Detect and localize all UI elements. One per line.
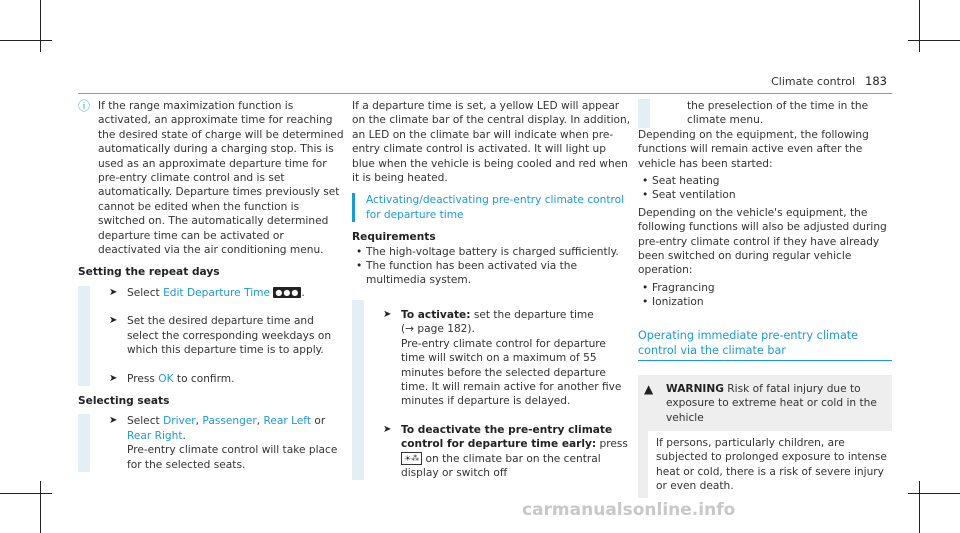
step-item: [96, 286, 348, 300]
step-text: Set the desired departure time and select the corresponding weekdays on which this departure time is to apply.: [127, 315, 332, 357]
menu-link-ok[interactable]: OK: [158, 372, 174, 385]
column-right: [638, 99, 892, 498]
crop-mark: [0, 493, 52, 494]
step-text: Press OK to confirm.: [127, 372, 235, 385]
page-reference[interactable]: (→ page 182).: [401, 323, 475, 336]
crop-mark: [908, 493, 960, 494]
crop-mark: [908, 40, 960, 41]
paragraph-equipment: Depending on the equipment, the following functions will remain active even after the vehicle has been started:: [638, 128, 869, 170]
list-item: • The high-voltage battery is charged sufficiently.: [352, 245, 632, 259]
crop-mark: [40, 0, 41, 52]
subheading-departure-time: Activating/deactivating pre-entry climate control for departure time: [352, 193, 632, 222]
step-item: [96, 414, 348, 472]
menu-link-passenger[interactable]: Passenger: [202, 415, 257, 428]
warning-triangle-icon: ▲: [644, 381, 654, 396]
crop-mark: [40, 481, 41, 533]
page-number: 183: [865, 74, 887, 88]
arrow-step-icon: ➤: [109, 286, 118, 298]
arrow-step-icon: ➤: [109, 415, 118, 427]
info-note: [78, 99, 348, 257]
requirements-title: Requirements: [352, 231, 436, 244]
menu-link-driver[interactable]: Driver: [163, 415, 196, 428]
crop-mark: [919, 0, 920, 52]
list-item: • Ionization: [638, 295, 892, 309]
heading-repeat-days: Setting the repeat days: [78, 266, 220, 279]
column-middle: [352, 99, 632, 480]
step-text: Select Driver, Passenger, Rear Left or Rear Right. Pre-entry climate control will take place for the selected seats.: [127, 415, 338, 471]
warning-body: If persons, particularly children, are subjected to prolonged exposure to intense heat or cold, there is a risk of severe injury or even death.: [638, 431, 892, 498]
info-icon: ⓘ: [78, 99, 91, 113]
step-item: [370, 423, 632, 481]
column-left: [78, 99, 348, 472]
steps-activate: [352, 300, 632, 480]
note-text: If the range maximization function is activated, an approximate time for reaching the desired state of charge will be determined automatically during a charging stop. This is used as an approximate departure time for pre-entry climate control and is set automatically. Departure times previously set cannot be edited when the function is switched on. The automatically determined departure time can be activated or deactivated via the air conditioning menu.: [98, 100, 344, 257]
list-item: • Fragrancing: [638, 281, 892, 295]
step-text: Select Edit Departure Time ●●● .: [127, 286, 305, 299]
step-item: [370, 308, 632, 409]
watermark: carmanualsonline.info: [522, 500, 736, 520]
step-item: [96, 314, 348, 357]
climate-button-icon: ☀⁂: [401, 452, 422, 465]
step-item: [96, 372, 348, 386]
three-dots-icon: ●●●: [275, 288, 300, 298]
arrow-step-icon: ➤: [109, 372, 118, 384]
menu-link-rear-right[interactable]: Rear Right: [127, 429, 183, 442]
requirements-list: [352, 245, 632, 288]
crop-mark: [919, 481, 920, 533]
header-title: Climate control: [771, 75, 856, 88]
list-item: • The function has been activated via the multimedia system.: [352, 259, 632, 288]
functions-list: [638, 174, 892, 203]
steps-selecting-seats: [78, 414, 348, 472]
section-heading: Operating immediate pre-entry climate control via the climate bar: [638, 328, 892, 361]
menu-link-rear-left[interactable]: Rear Left: [263, 415, 312, 428]
list-item: • Seat heating: [638, 174, 892, 188]
warning-box: [638, 375, 892, 498]
warning-text: WARNING Risk of fatal injury due to exposure to extreme heat or cold in the vehicle: [666, 382, 877, 424]
crop-mark: [0, 40, 52, 41]
step-continuation: [638, 99, 892, 128]
step-detail: Pre-entry climate control for departure time will switch on a maximum of 55 minutes before the selected departure time. It will remain active for another five minutes if departure is delayed.: [401, 337, 622, 408]
intro-paragraph: If a departure time is set, a yellow LED will appear on the climate bar of the central display. In addition, an LED on the climate bar will indicate when pre-entry climate control is activated. It will light up blue when the vehicle is being cooled and red when it is being heated.: [352, 100, 631, 185]
paragraph-vehicle-equipment: Depending on the vehicle's equipment, the following functions will also be adjusted during pre-entry climate control if they have already been switched on during regular vehicle operation:: [638, 206, 887, 277]
step-text: the preselection of the time in the climate menu.: [687, 100, 869, 127]
heading-selecting-seats: Selecting seats: [78, 394, 170, 407]
step-text: To deactivate the pre-entry climate control for departure time early: press ☀⁂ on the climate bar on the central display or switch off: [401, 423, 628, 479]
arrow-step-icon: ➤: [109, 315, 118, 327]
arrow-step-icon: ➤: [383, 423, 392, 435]
step-text: To activate: set the departure time (→ page 182). Pre-entry climate control for departure time will switch on a maximum of 55 minutes before the selected departure time. It will remain active for another five minutes if departure is delayed.: [401, 308, 622, 408]
list-item: • Seat ventilation: [638, 188, 892, 202]
header-rule: [78, 93, 892, 94]
step-detail: Pre-entry climate control will take place for the selected seats.: [127, 444, 338, 471]
page-header: [771, 74, 887, 89]
steps-repeat-days: [78, 286, 348, 386]
menu-link-edit-departure-time[interactable]: Edit Departure Time: [163, 286, 270, 299]
adjusted-functions-list: [638, 281, 892, 310]
arrow-step-icon: ➤: [383, 308, 392, 320]
